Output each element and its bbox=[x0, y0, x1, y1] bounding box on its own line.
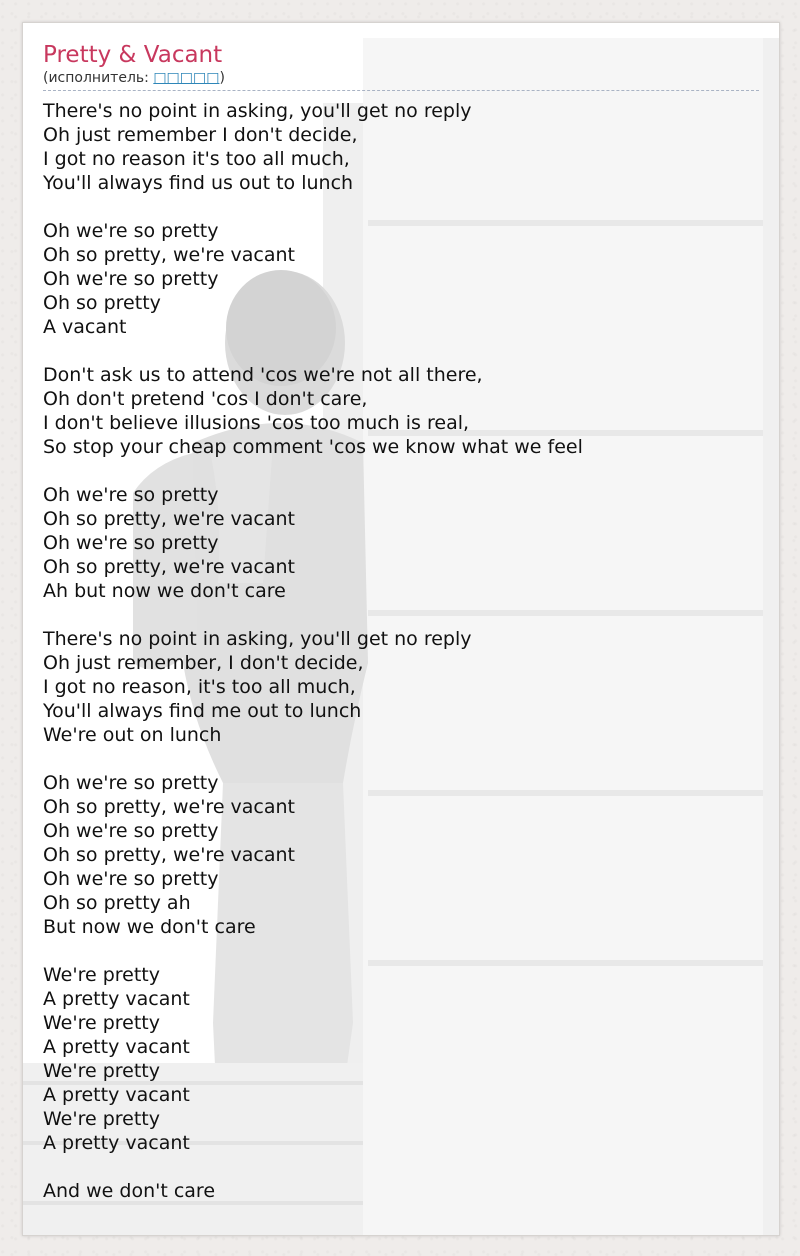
lyric-line: I got no reason, it's too all much, bbox=[43, 676, 356, 698]
stanza-gap bbox=[43, 603, 759, 627]
lyric-line: We're out on lunch bbox=[43, 724, 222, 746]
lyric-line: Oh so pretty bbox=[43, 292, 161, 314]
lyric-line: Oh so pretty, we're vacant bbox=[43, 844, 296, 866]
lyrics-card bbox=[22, 22, 780, 1236]
lyric-line: Oh we're so pretty bbox=[43, 820, 219, 842]
lyric-line: Oh so pretty, we're vacant bbox=[43, 244, 296, 266]
lyrics-body bbox=[43, 99, 759, 1203]
lyric-line: But now we don't care bbox=[43, 916, 256, 938]
lyric-line: Oh so pretty, we're vacant bbox=[43, 556, 296, 578]
lyric-line: Oh so pretty, we're vacant bbox=[43, 508, 296, 530]
lyric-line: Ah but now we don't care bbox=[43, 580, 286, 602]
lyric-line: Don't ask us to attend 'cos we're not all there, bbox=[43, 364, 483, 386]
lyric-line: Oh we're so pretty bbox=[43, 484, 219, 506]
lyric-line: Oh just remember, I don't decide, bbox=[43, 652, 364, 674]
lyric-line: Oh we're so pretty bbox=[43, 220, 219, 242]
lyric-line: We're pretty bbox=[43, 1012, 160, 1034]
artist-line bbox=[43, 69, 759, 91]
lyric-line: There's no point in asking, you'll get no reply bbox=[43, 100, 472, 122]
lyric-line: And we don't care bbox=[43, 1180, 216, 1202]
artist-suffix: ) bbox=[219, 70, 225, 86]
lyric-line: Oh just remember I don't decide, bbox=[43, 124, 358, 146]
lyric-line: I don't believe illusions 'cos too much is real, bbox=[43, 412, 470, 434]
lyric-line: A pretty vacant bbox=[43, 1036, 190, 1058]
lyric-line: Oh we're so pretty bbox=[43, 268, 219, 290]
lyric-line: You'll always find us out to lunch bbox=[43, 172, 354, 194]
lyric-line: There's no point in asking, you'll get no reply bbox=[43, 628, 472, 650]
lyric-line: Oh don't pretend 'cos I don't care, bbox=[43, 388, 368, 410]
artist-link[interactable]: □□□□□ bbox=[153, 70, 220, 86]
lyric-line: You'll always find me out to lunch bbox=[43, 700, 362, 722]
lyric-line: A pretty vacant bbox=[43, 1084, 190, 1106]
lyric-line: We're pretty bbox=[43, 1060, 160, 1082]
stanza-gap bbox=[43, 339, 759, 363]
artist-prefix: (исполнитель: bbox=[43, 70, 154, 86]
lyrics-content bbox=[43, 41, 759, 1203]
stanza-gap bbox=[43, 459, 759, 483]
song-title: Pretty & Vacant bbox=[43, 42, 223, 68]
stanza-gap bbox=[43, 1155, 759, 1179]
lyric-line: So stop your cheap comment 'cos we know what we feel bbox=[43, 436, 583, 458]
lyric-line: We're pretty bbox=[43, 1108, 160, 1130]
stanza-gap bbox=[43, 939, 759, 963]
stanza-gap bbox=[43, 195, 759, 219]
stanza-gap bbox=[43, 747, 759, 771]
lyric-line: Oh we're so pretty bbox=[43, 868, 219, 890]
lyric-line: Oh so pretty ah bbox=[43, 892, 191, 914]
lyric-line: A pretty vacant bbox=[43, 1132, 190, 1154]
lyric-line: A vacant bbox=[43, 316, 127, 338]
lyric-line: I got no reason it's too all much, bbox=[43, 148, 350, 170]
lyric-line: Oh we're so pretty bbox=[43, 772, 219, 794]
lyric-line: A pretty vacant bbox=[43, 988, 190, 1010]
lyric-line: Oh we're so pretty bbox=[43, 532, 219, 554]
lyric-line: We're pretty bbox=[43, 964, 160, 986]
lyric-line: Oh so pretty, we're vacant bbox=[43, 796, 296, 818]
